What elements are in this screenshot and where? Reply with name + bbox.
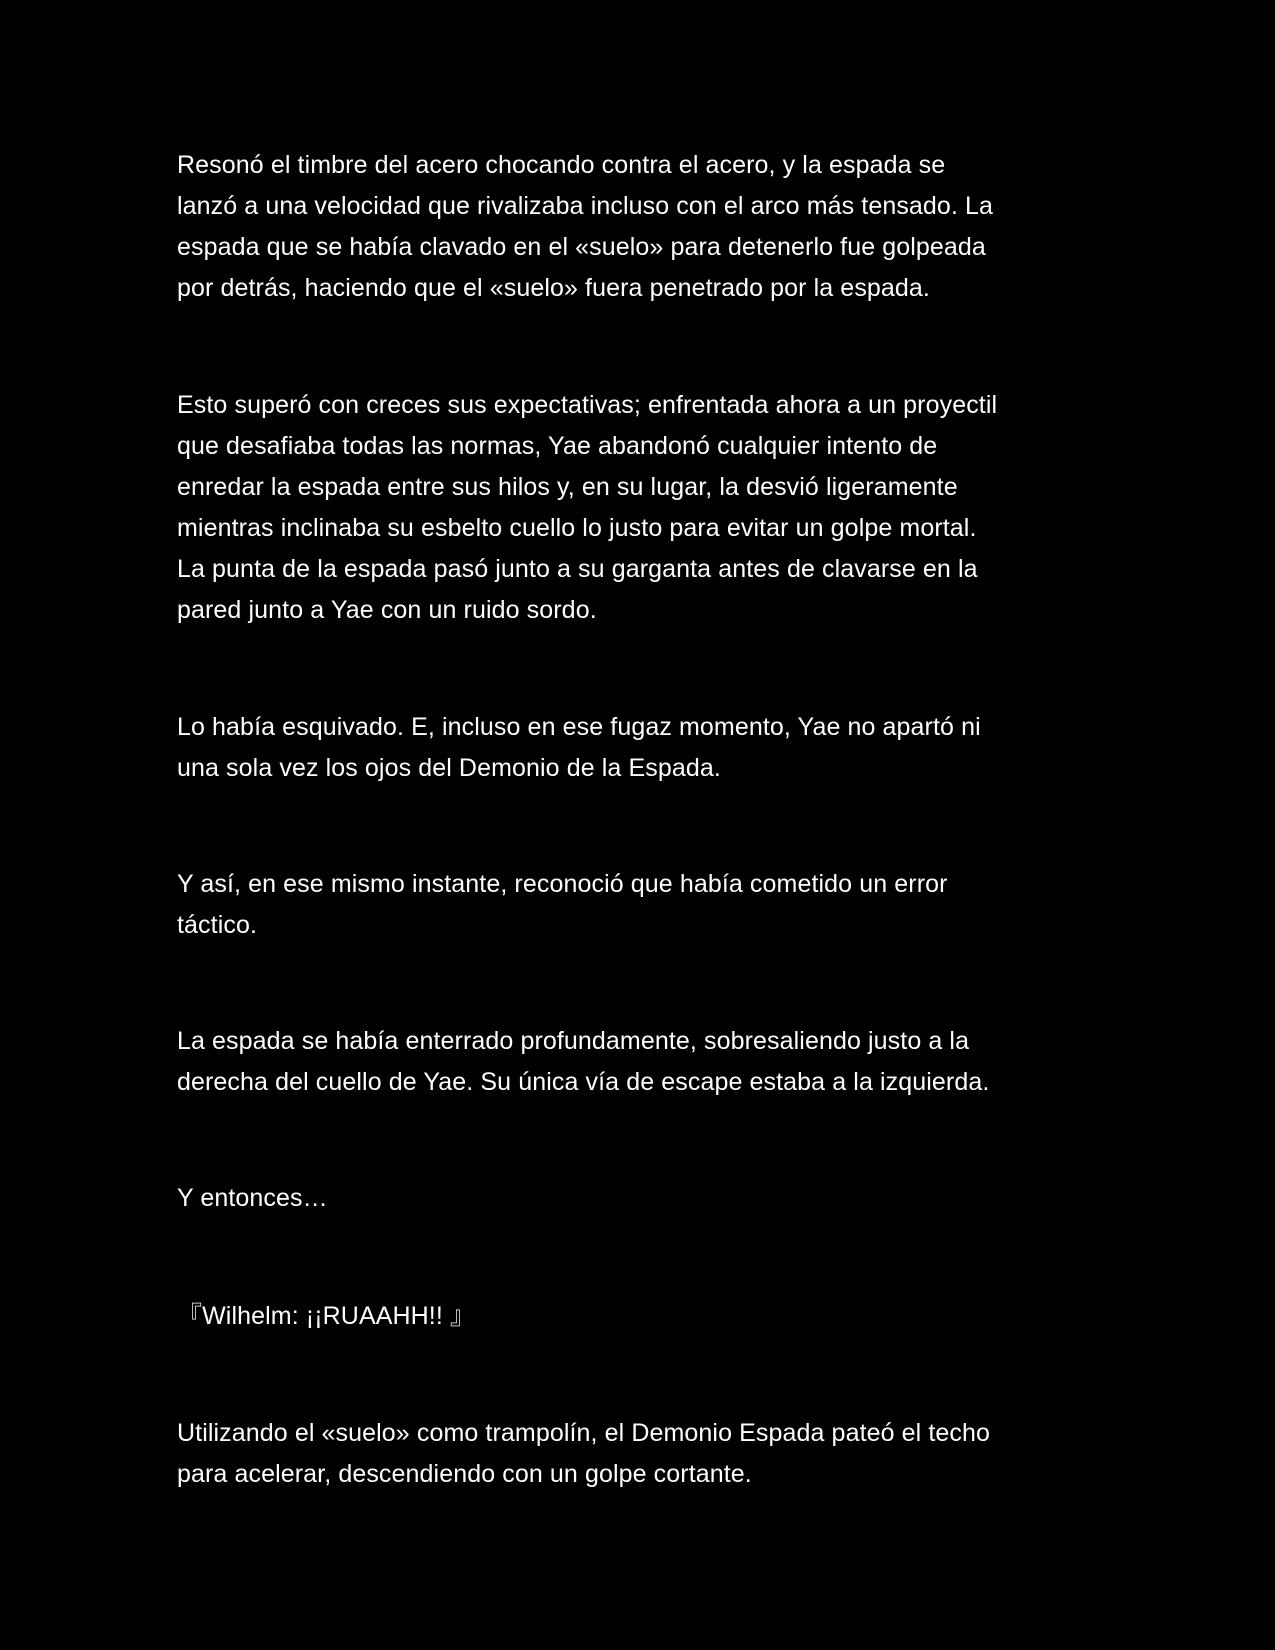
paragraph-3: Lo había esquivado. E, incluso en ese fugaz momento, Yae no apartó ni una sola vez los ojos del Demonio de la Espada. xyxy=(177,713,981,782)
dialogue-line: 『Wilhelm: ¡¡RUAAHH!! 』 xyxy=(177,1302,476,1330)
paragraph-1: Resonó el timbre del acero chocando contra el acero, y la espada se lanzó a una velocidad que rivalizaba incluso con el arco más tensado. La espada que se había clavado en el «suelo» para detenerlo fue golpeada por detrás, haciendo que el «suelo» fuera penetrado por la espada. xyxy=(177,151,994,302)
paragraph-6: Y entonces… xyxy=(177,1184,328,1212)
paragraph-2: Esto superó con creces sus expectativas; enfrentada ahora a un proyectil que desafiaba todas las normas, Yae abandonó cualquier intento de enredar la espada entre sus hilos y, en su lugar, la desvió ligeramente mientras inclinaba su esbelto cuello lo justo para evitar un golpe mortal. La punta de la espada pasó junto a su garganta antes de clavarse en la pared junto a Yae con un ruido sordo. xyxy=(177,391,998,624)
paragraph-4: Y así, en ese mismo instante, reconoció que había cometido un error táctico. xyxy=(177,870,948,939)
paragraph-8: Utilizando el «suelo» como trampolín, el Demonio Espada pateó el techo para acelerar, descendiendo con un golpe cortante. xyxy=(177,1419,991,1488)
paragraph-5: La espada se había enterrado profundamente, sobresaliendo justo a la derecha del cuello de Yae. Su única vía de escape estaba a la izquierda. xyxy=(177,1027,990,1096)
